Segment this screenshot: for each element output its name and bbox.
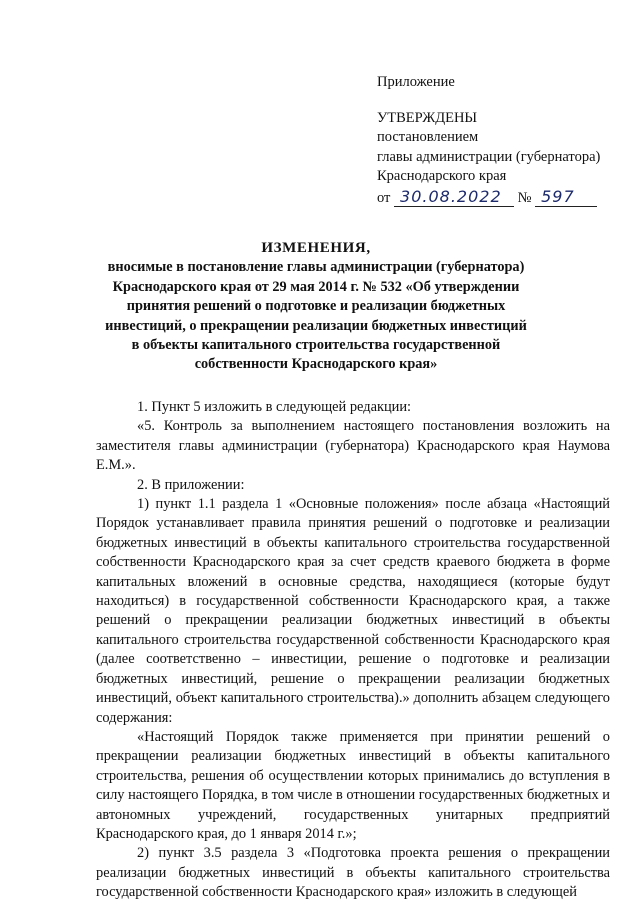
from-label: от <box>377 189 391 206</box>
document-body <box>96 398 610 903</box>
title-line-4: инвестиций, о прекращении реализации бюджетных инвестиций <box>105 317 527 334</box>
appendix-label: Приложение <box>377 74 455 90</box>
handwritten-number: 597 <box>535 187 597 208</box>
number-label: № <box>517 189 532 206</box>
title-line-6: собственности Краснодарского края» <box>194 356 438 373</box>
paragraph-3: 2. В приложении: <box>137 476 245 493</box>
paragraph-4: 1) пункт 1.1 раздела 1 «Основные положения» после абзаца «Настоящий Порядок устанавливает правила принятия решений о подготовке и реализации бюджетных инвестиций в объекты капитального строительства государственной собственности Краснодарского края за счет средств краевого бюджета в форме капитальных вложений в основные средства, находящиеся (которые будут находиться) в государственной собственности Краснодарского края, а также решений о прекращении реализации бюджетных инвестиций в объекты капитального строительства государственной собственности Краснодарского края (далее соответственно – инвестиции, решение о подготовке и реализации бюджетных инвестиций, решение о прекращении реализации бюджетных инвестиций, объект капитального строительства).» дополнить абзацем следующего содержания: <box>96 496 610 726</box>
approval-line-3: Краснодарского края <box>377 168 507 184</box>
title-line-2: Краснодарского края от 29 мая 2014 г. № 532 «Об утверждении <box>112 278 520 295</box>
handwritten-date: 30.08.2022 <box>394 187 514 208</box>
approved-label: УТВЕРЖДЕНЫ <box>377 109 478 126</box>
paragraph-2: «5. Контроль за выполнением настоящего постановления возложить на заместителя главы администрации (губернатора) Краснодарского края Наумова Е.М.». <box>96 418 610 474</box>
approval-block <box>377 73 627 208</box>
title-main: ИЗМЕНЕНИЯ, <box>261 240 371 256</box>
paragraph-6: 2) пункт 3.5 раздела 3 «Подготовка проекта решения о прекращении реализации бюджетных инвестиций в объекты капитального строительства государственной собственности Краснодарского края» изложить в следующей <box>96 845 610 901</box>
paragraph-5: «Настоящий Порядок также применяется при принятии решений о прекращении реализации бюджетных инвестиций в объекты капитального строительства, решения об осуществлении которых принимались до вступления в силу настоящего Порядка, в том числе в отношении государственных бюджетных и автономных учреждений, государственных унитарных предприятий Краснодарского края, до 1 января 2014 г.»; <box>96 728 610 842</box>
date-number-line <box>377 187 627 209</box>
paragraph-1: 1. Пункт 5 изложить в следующей редакции: <box>137 399 412 415</box>
title-line-5: в объекты капитального строительства государственной <box>131 337 501 354</box>
title-line-1: вносимые в постановление главы администрации (губернатора) <box>107 259 525 276</box>
approval-line-2: главы администрации (губернатора) <box>377 148 601 165</box>
title-line-3: принятия решений о подготовке и реализации бюджетных <box>126 298 506 315</box>
approval-line-1: постановлением <box>377 129 479 145</box>
document-title <box>96 239 536 375</box>
